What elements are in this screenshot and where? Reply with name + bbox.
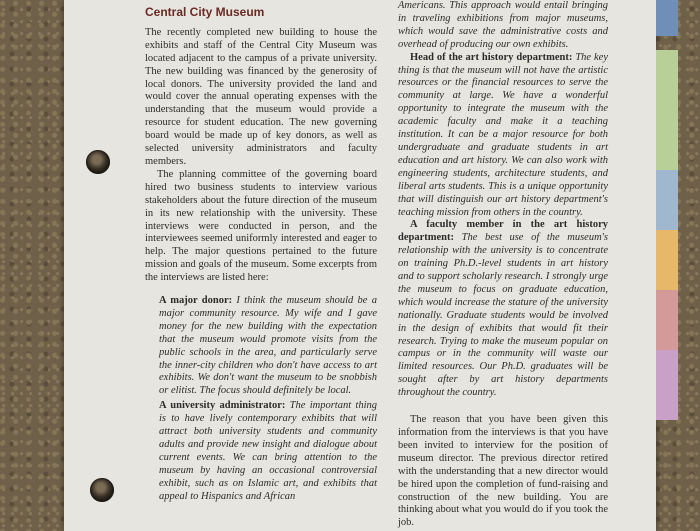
speaker-label: A faculty member in the art history department:: [398, 219, 608, 244]
right-column: [398, 0, 608, 530]
quote-art-history-faculty: [398, 219, 608, 400]
quote-text: The important thing is to have lively contemporary exhibits that will attract both university students and community adults and provide new insight and dialogue about current events. We can bring attention to the museum by having an occasional controversial exhibit, such as on Islamic art, and exhibits that appeal to Hispanics and African: [159, 400, 377, 502]
binder-hole-bottom: [90, 478, 114, 502]
quote-text: I think the museum should be a major community resource. My wife and I gave money for the new building with the expectation that the museum would promote visits from the public schools in the area, and particularly serve the inner-city children who don't have access to art exhibits. We don't want the museum to be snobbish or elitist. The focus should definitely be local.: [159, 295, 377, 397]
quote-university-administrator: [159, 400, 377, 503]
speaker-label: A major donor:: [159, 295, 233, 307]
divider-tabs: [656, 0, 678, 531]
quote-text: The key thing is that the museum will not have the artistic resources or the financial resources to serve the community at large. We have a wonderful opportunity to integrate the museum with the academic faculty and make it a teaching institution. It can be a major resource for both undergraduate and graduate students in art education and art history. We can also work with engineering students, architecture students, and liberal arts students. This is a unique opportunity that will distinguish our art history department's teaching mission from others in the country.: [398, 51, 609, 218]
speaker-label: Head of the art history department:: [410, 51, 573, 63]
divider-tab[interactable]: [656, 50, 678, 170]
divider-tab[interactable]: [656, 170, 678, 230]
intro-paragraph-1: The recently completed new building to house the exhibits and staff of the Central City Museum was located adjacent to the campus of a private university. The new building was financed by the generosity of local donors. The university provided the land and would cover the annual operating expenses with the understanding that the museum would provide a resource for student education. The new governing board would be made up of key donors, as well as selected university administrators and faculty members.: [145, 26, 377, 167]
divider-tab[interactable]: [656, 230, 678, 290]
divider-tab[interactable]: [656, 0, 678, 36]
quote-text: The best use of the museum's relationship with the university is to concentrate on training Ph.D.-level students in art history and to support scholarly research. I strongly urge the museum to focus on graduate education, which would increase the stature of the university nationally. Graduate students would be involved in the design of exhibits that would fit their research. Trying to make the museum popular on campus or in the community will waste our limited resources. Our Ph.D. graduates will be sought after by art history departments throughout the country.: [398, 232, 609, 399]
closing-paragraph: The reason that you have been given this information from the interviews is that you have been invited to interview for the position of museum director. The previous director retired with the understanding that a new director would be hired upon the completion of fund-raising and construction of the new building. You are thinking about what you would do if you took the job.: [398, 414, 608, 529]
divider-tab[interactable]: [656, 290, 678, 350]
quote-art-history-head: [398, 52, 608, 220]
quote-major-donor: [159, 295, 377, 398]
left-column: [145, 0, 377, 504]
intro-paragraph-2: The planning committee of the governing board hired two business students to interview various stakeholders about the future direction of the museum in its new relationship with the university. These interviews were conducted in person, and the interviewees seemed uniformly interested and eager to help. The major questions pertained to the future mission and goals of the museum. Some excerpts from the interviews are listed here:: [145, 168, 377, 284]
speaker-label: A university administrator:: [159, 400, 286, 412]
divider-tab[interactable]: [656, 350, 678, 420]
quote-continuation: Americans. This approach would entail bringing in traveling exhibitions from major museums, which would save the administrative costs and overhead of producing our own exhibits.: [398, 0, 608, 50]
binder-hole-top: [86, 150, 110, 174]
case-title: Central City Museum: [145, 5, 265, 19]
